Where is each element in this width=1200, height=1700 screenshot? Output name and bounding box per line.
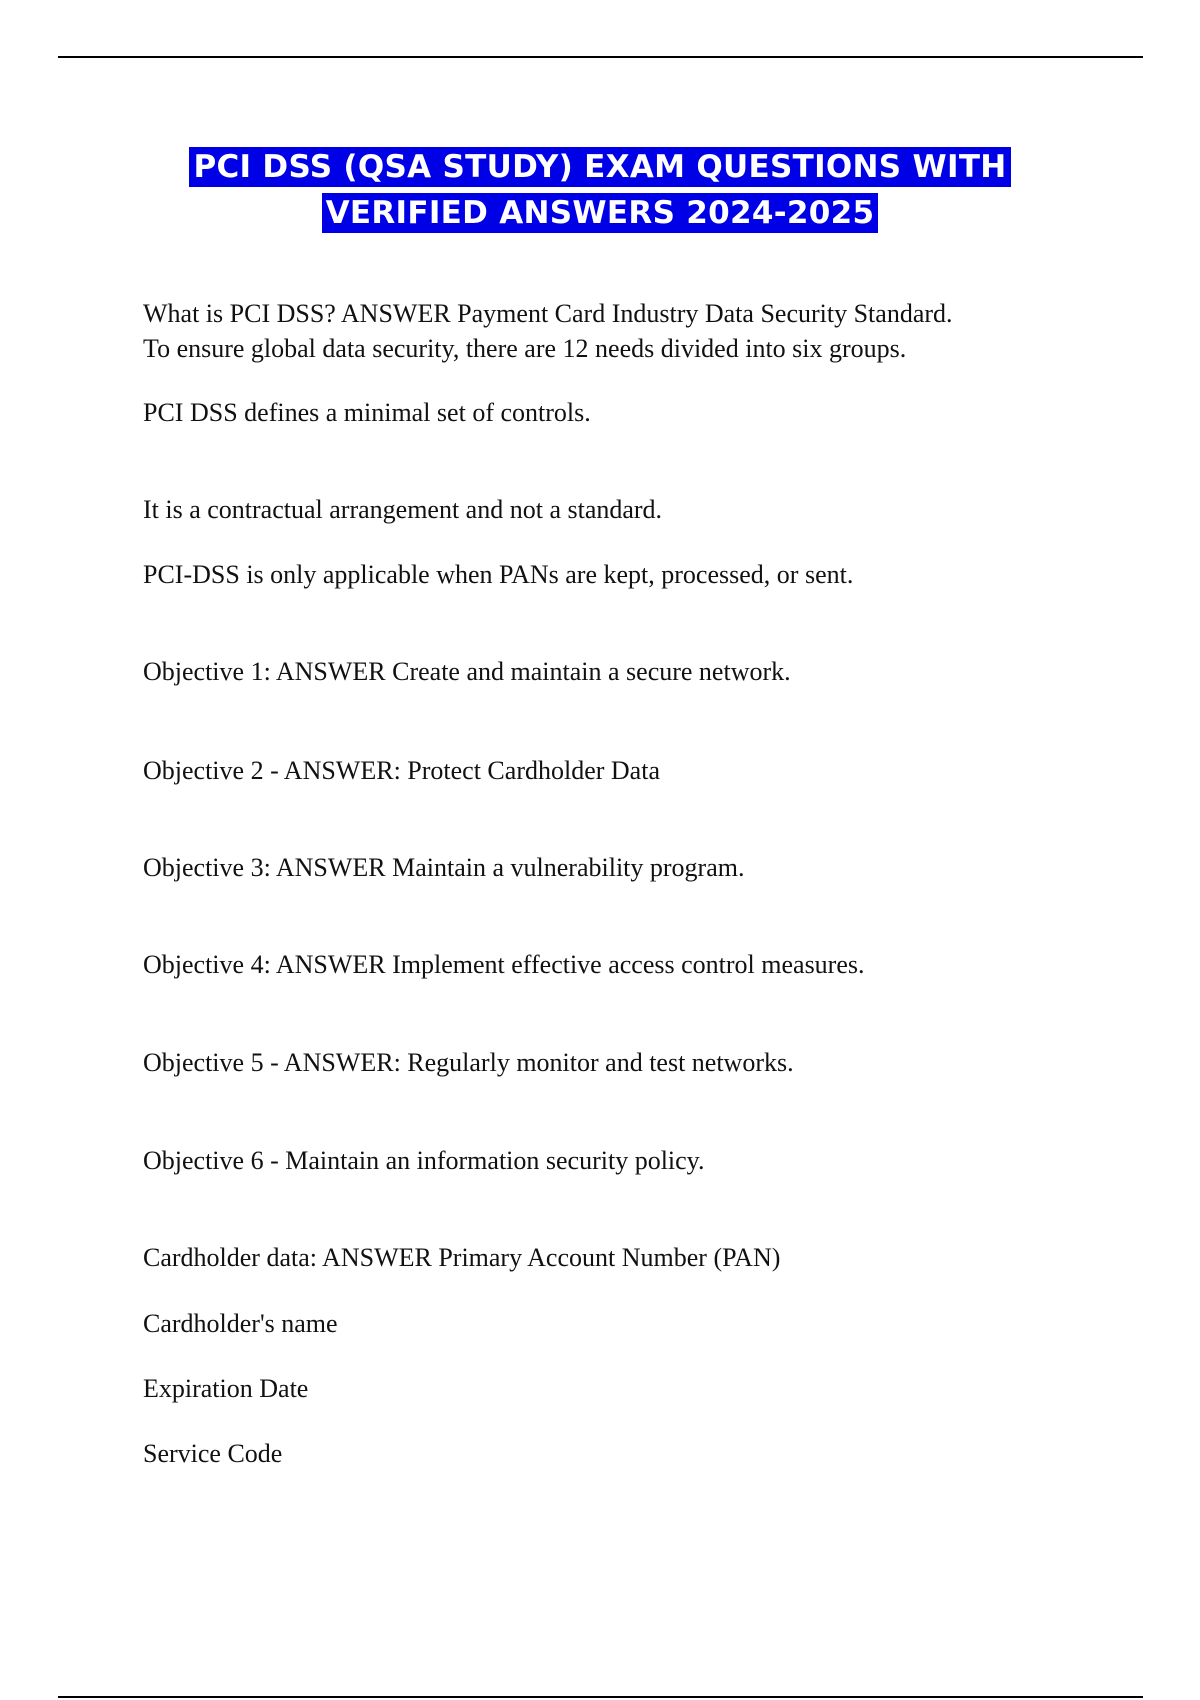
paragraph-cardholder-data: Cardholder data: ANSWER Primary Account Number (PAN) xyxy=(143,1243,781,1272)
paragraph-objective-6: Objective 6 - Maintain an information security policy. xyxy=(143,1146,705,1175)
paragraph-twelve-needs: To ensure global data security, there are 12 needs divided into six groups. xyxy=(143,334,907,363)
paragraph-expiration-date: Expiration Date xyxy=(143,1374,309,1403)
paragraph-applicability: PCI-DSS is only applicable when PANs are kept, processed, or sent. xyxy=(143,560,854,589)
title-line-2: VERIFIED ANSWERS 2024-2025 xyxy=(322,193,879,233)
document-title xyxy=(0,144,1200,236)
paragraph-service-code: Service Code xyxy=(143,1439,283,1468)
header-rule xyxy=(58,56,1143,58)
paragraph-objective-3: Objective 3: ANSWER Maintain a vulnerability program. xyxy=(143,853,745,882)
paragraph-objective-1: Objective 1: ANSWER Create and maintain a secure network. xyxy=(143,657,791,686)
paragraph-what-is-pci-dss: What is PCI DSS? ANSWER Payment Card Industry Data Security Standard. xyxy=(143,299,953,328)
title-line-1: PCI DSS (QSA STUDY) EXAM QUESTIONS WITH xyxy=(189,147,1010,187)
paragraph-objective-5: Objective 5 - ANSWER: Regularly monitor and test networks. xyxy=(143,1048,794,1077)
paragraph-cardholder-name: Cardholder's name xyxy=(143,1309,338,1338)
paragraph-objective-4: Objective 4: ANSWER Implement effective access control measures. xyxy=(143,950,865,979)
paragraph-minimal-controls: PCI DSS defines a minimal set of controls. xyxy=(143,398,591,427)
footer-rule xyxy=(58,1696,1143,1698)
paragraph-contractual: It is a contractual arrangement and not a standard. xyxy=(143,495,663,524)
paragraph-objective-2: Objective 2 - ANSWER: Protect Cardholder Data xyxy=(143,756,660,785)
